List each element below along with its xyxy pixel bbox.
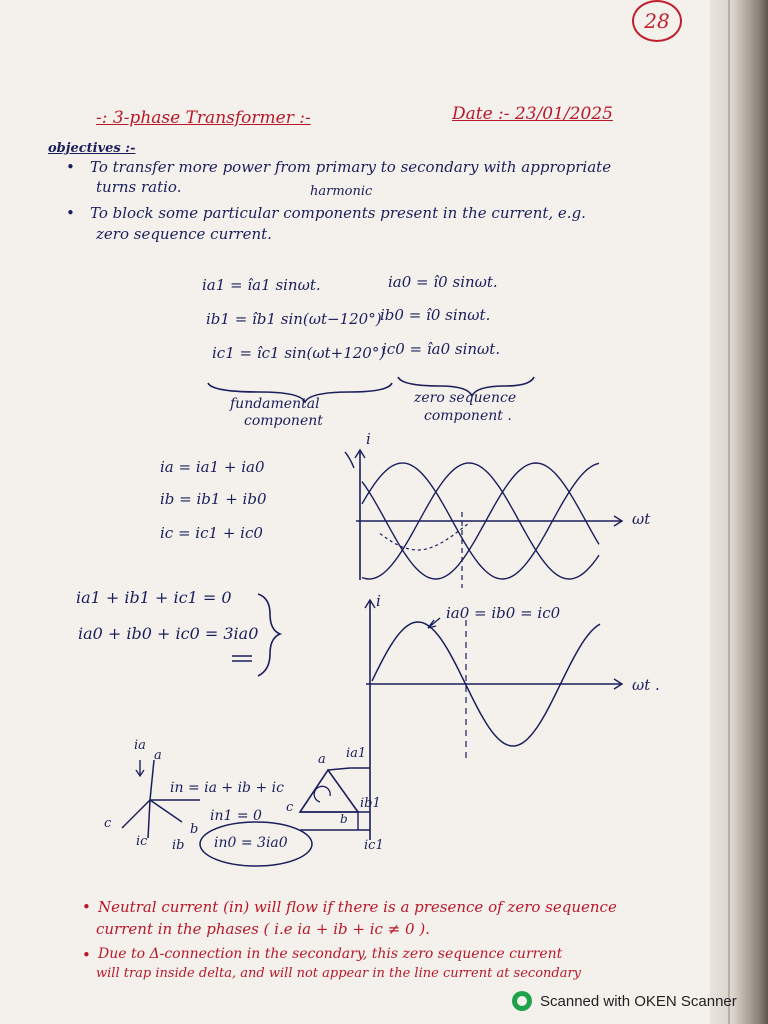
- eq-ia1: ia1 = îa1 sinωt.: [202, 276, 321, 294]
- relation-fundamental: ia1 + ib1 + ic1 = 0: [76, 588, 232, 607]
- eq-ic0: ic0 = îa0 sinωt.: [382, 340, 501, 358]
- star-arm-b: [150, 800, 182, 822]
- note-bullet-2: •: [82, 946, 91, 964]
- delta-label-c: c: [286, 800, 294, 815]
- zero-label-2: component .: [424, 408, 512, 424]
- relations-brace: [258, 594, 280, 676]
- objective-bullet-2: •: [66, 204, 75, 222]
- eq-ib0: ib0 = î0 sinωt.: [380, 306, 491, 324]
- star-eq-in0: in0 = 3ia0: [214, 835, 288, 851]
- page-title: -: 3-phase Transformer :-: [96, 108, 311, 128]
- objective-1-line2: turns ratio.: [96, 178, 182, 196]
- star-neutral: [148, 800, 150, 838]
- sum-ib: ib = ib1 + ib0: [160, 490, 267, 508]
- eq-ib1: ib1 = îb1 sin(ωt−120°): [206, 310, 382, 328]
- delta-circulation: [314, 786, 330, 802]
- graph2-y-label: i: [376, 592, 381, 610]
- star-arm-a: [150, 760, 154, 800]
- delta-line-a: [328, 768, 350, 770]
- eq-ic1: ic1 = îc1 sin(ωt+120°): [212, 344, 386, 362]
- relation-zero-seq: ia0 + ib0 + ic0 = 3ia0: [78, 624, 259, 643]
- graph2-x-label: ωt .: [632, 676, 660, 694]
- note-2-line1: Due to Δ-connection in the secondary, this zero sequence current: [98, 946, 563, 962]
- delta-label-ic1: ic1: [364, 838, 384, 853]
- graph2-annotation: ia0 = ib0 = ic0: [446, 604, 561, 622]
- objective-2-insert: harmonic: [310, 184, 373, 199]
- delta-label-b: b: [340, 812, 348, 826]
- eq-ia0: ia0 = î0 sinωt.: [388, 273, 498, 291]
- page-number: 28: [632, 0, 682, 42]
- star-label-c: c: [104, 816, 112, 831]
- note-bullet-1: •: [82, 898, 91, 916]
- objectives-label: objectives :-: [48, 141, 136, 156]
- objective-2-line1: To block some particular components present in the current, e.g.: [90, 204, 586, 222]
- delta-label-ia1: ia1: [346, 746, 367, 761]
- graph1-x-label: ωt: [632, 510, 651, 528]
- date-label: Date :- 23/01/2025: [452, 104, 613, 124]
- star-label-ib: ib: [172, 838, 185, 853]
- objective-bullet-1: •: [66, 158, 75, 176]
- star-eq-in: in = ia + ib + ic: [170, 780, 284, 796]
- fundamental-label-2: component: [244, 413, 323, 429]
- star-label-ia: ia: [134, 738, 146, 753]
- scanner-text: Scanned with OKEN Scanner: [540, 992, 737, 1010]
- scanner-watermark: [512, 986, 737, 1016]
- star-eq-in1: in1 = 0: [210, 808, 262, 824]
- objective-2-line2: zero sequence current.: [96, 225, 272, 243]
- delta-label-a: a: [318, 752, 326, 767]
- graph1-y-label: i: [366, 430, 371, 448]
- fundamental-label-1: fundamental: [230, 396, 320, 412]
- graph1-pointer: [345, 452, 354, 468]
- note-1-line2: current in the phases ( i.e ia + ib + ic ≠ 0 ).: [96, 920, 430, 938]
- star-label-ic: ic: [136, 834, 148, 849]
- delta-label-ib1: ib1: [360, 796, 381, 811]
- zero-label-1: zero sequence: [414, 390, 517, 406]
- star-arm-c: [122, 800, 150, 828]
- star-label-b: b: [190, 822, 199, 837]
- note-1-line1: Neutral current (in) will flow if there is a presence of zero sequence: [98, 898, 617, 916]
- sum-ia: ia = ia1 + ia0: [160, 458, 265, 476]
- star-label-a: a: [154, 748, 162, 763]
- objective-1-line1: To transfer more power from primary to secondary with appropriate: [90, 158, 612, 176]
- note-2-line2: will trap inside delta, and will not appear in the line current at secondary: [96, 966, 582, 981]
- sum-ic: ic = ic1 + ic0: [160, 524, 263, 542]
- scanner-logo-icon: [512, 991, 532, 1011]
